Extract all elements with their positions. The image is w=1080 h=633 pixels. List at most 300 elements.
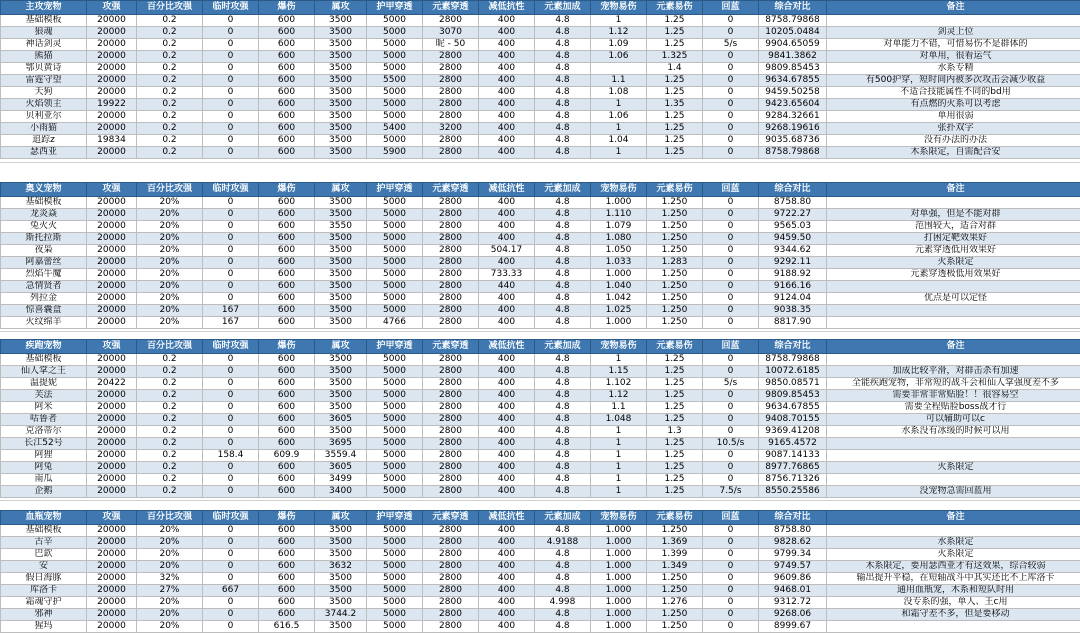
- value-cell[interactable]: [591, 63, 647, 75]
- value-cell[interactable]: 3500: [315, 621, 367, 633]
- value-cell[interactable]: 3500: [315, 549, 367, 561]
- value-cell[interactable]: 1.25: [647, 450, 703, 462]
- value-cell[interactable]: 5000: [367, 99, 423, 111]
- pet-name-cell[interactable]: 芙法: [1, 390, 87, 402]
- value-cell[interactable]: 0: [203, 39, 259, 51]
- value-cell[interactable]: 4.8: [535, 87, 591, 99]
- value-cell[interactable]: 8758.79868: [759, 354, 827, 366]
- value-cell[interactable]: 20000: [87, 621, 137, 633]
- column-header[interactable]: 回蓝: [703, 1, 759, 15]
- note-cell[interactable]: [827, 317, 1080, 329]
- column-header[interactable]: 元素加成: [535, 1, 591, 15]
- value-cell[interactable]: 0.2: [137, 450, 203, 462]
- value-cell[interactable]: 9841.3862: [759, 51, 827, 63]
- column-header[interactable]: 元素易伤: [647, 511, 703, 525]
- column-header[interactable]: 回蓝: [703, 183, 759, 197]
- value-cell[interactable]: 4.8: [535, 75, 591, 87]
- value-cell[interactable]: 3500: [315, 209, 367, 221]
- value-cell[interactable]: 1.250: [647, 245, 703, 257]
- value-cell[interactable]: 5000: [367, 233, 423, 245]
- value-cell[interactable]: 4.8: [535, 123, 591, 135]
- pet-name-cell[interactable]: 阿兔: [1, 462, 87, 474]
- note-cell[interactable]: 和霜守差不多，但是要移动: [827, 609, 1080, 621]
- value-cell[interactable]: 3500: [315, 573, 367, 585]
- value-cell[interactable]: 5000: [367, 621, 423, 633]
- value-cell[interactable]: 0: [203, 233, 259, 245]
- value-cell[interactable]: 3500: [315, 147, 367, 159]
- note-cell[interactable]: [827, 525, 1080, 537]
- value-cell[interactable]: 2800: [423, 245, 479, 257]
- value-cell[interactable]: 20000: [87, 426, 137, 438]
- value-cell[interactable]: 3500: [315, 354, 367, 366]
- value-cell[interactable]: 20%: [137, 525, 203, 537]
- value-cell[interactable]: 0: [703, 75, 759, 87]
- value-cell[interactable]: 20%: [137, 609, 203, 621]
- value-cell[interactable]: 0: [203, 414, 259, 426]
- value-cell[interactable]: 1: [591, 486, 647, 498]
- column-header[interactable]: 疾跑宠物: [1, 340, 87, 354]
- note-cell[interactable]: 范围较大，适合对群: [827, 221, 1080, 233]
- value-cell[interactable]: 0: [703, 561, 759, 573]
- value-cell[interactable]: 7.5/s: [703, 486, 759, 498]
- note-cell[interactable]: [827, 197, 1080, 209]
- value-cell[interactable]: 0: [703, 317, 759, 329]
- value-cell[interactable]: 600: [259, 378, 315, 390]
- value-cell[interactable]: 1.250: [647, 233, 703, 245]
- value-cell[interactable]: 3550: [315, 221, 367, 233]
- value-cell[interactable]: 3744.2: [315, 609, 367, 621]
- value-cell[interactable]: 2800: [423, 63, 479, 75]
- value-cell[interactable]: 20000: [87, 402, 137, 414]
- value-cell[interactable]: 0: [703, 462, 759, 474]
- pet-name-cell[interactable]: 企鹅: [1, 486, 87, 498]
- value-cell[interactable]: 9369.41208: [759, 426, 827, 438]
- note-cell[interactable]: [827, 281, 1080, 293]
- value-cell[interactable]: 0: [203, 426, 259, 438]
- value-cell[interactable]: 0.2: [137, 474, 203, 486]
- value-cell[interactable]: 4.8: [535, 305, 591, 317]
- value-cell[interactable]: 3400: [315, 486, 367, 498]
- value-cell[interactable]: 1.110: [591, 209, 647, 221]
- value-cell[interactable]: 2800: [423, 317, 479, 329]
- value-cell[interactable]: 400: [479, 123, 535, 135]
- value-cell[interactable]: 3500: [315, 75, 367, 87]
- note-cell[interactable]: 火系限定: [827, 462, 1080, 474]
- column-header[interactable]: 护甲穿透: [367, 340, 423, 354]
- column-header[interactable]: 元素穿透: [423, 183, 479, 197]
- value-cell[interactable]: 4.8: [535, 221, 591, 233]
- value-cell[interactable]: 4.8: [535, 111, 591, 123]
- value-cell[interactable]: 2800: [423, 462, 479, 474]
- value-cell[interactable]: 0: [203, 221, 259, 233]
- value-cell[interactable]: 5000: [367, 414, 423, 426]
- note-cell[interactable]: 需要全程贴脸boss战才行: [827, 402, 1080, 414]
- pet-name-cell[interactable]: 惊喜囊盒: [1, 305, 87, 317]
- value-cell[interactable]: 20000: [87, 257, 137, 269]
- value-cell[interactable]: 400: [479, 378, 535, 390]
- value-cell[interactable]: 9292.11: [759, 257, 827, 269]
- value-cell[interactable]: 1.250: [647, 293, 703, 305]
- note-cell[interactable]: 输出提升平稳，在短轴战斗中其实还比不上库洛卡: [827, 573, 1080, 585]
- value-cell[interactable]: 400: [479, 573, 535, 585]
- value-cell[interactable]: 0: [203, 354, 259, 366]
- value-cell[interactable]: 20000: [87, 354, 137, 366]
- value-cell[interactable]: 167: [203, 305, 259, 317]
- pet-name-cell[interactable]: 阿狸: [1, 450, 87, 462]
- value-cell[interactable]: 400: [479, 561, 535, 573]
- value-cell[interactable]: 20%: [137, 209, 203, 221]
- column-header[interactable]: 攻强: [87, 1, 137, 15]
- value-cell[interactable]: 1.25: [647, 474, 703, 486]
- value-cell[interactable]: 5000: [367, 366, 423, 378]
- value-cell[interactable]: 4.8: [535, 63, 591, 75]
- column-header[interactable]: 护甲穿透: [367, 183, 423, 197]
- value-cell[interactable]: 5000: [367, 39, 423, 51]
- value-cell[interactable]: 0.2: [137, 354, 203, 366]
- column-header[interactable]: 减低抗性: [479, 340, 535, 354]
- value-cell[interactable]: 1.325: [647, 51, 703, 63]
- value-cell[interactable]: 0: [703, 269, 759, 281]
- column-header[interactable]: 备注: [827, 1, 1080, 15]
- value-cell[interactable]: 3500: [315, 87, 367, 99]
- value-cell[interactable]: 3500: [315, 597, 367, 609]
- value-cell[interactable]: 20000: [87, 63, 137, 75]
- value-cell[interactable]: 20000: [87, 474, 137, 486]
- value-cell[interactable]: 5000: [367, 609, 423, 621]
- note-cell[interactable]: 有点燃的火系可以考虑: [827, 99, 1080, 111]
- value-cell[interactable]: 20000: [87, 573, 137, 585]
- column-header[interactable]: 元素易伤: [647, 183, 703, 197]
- value-cell[interactable]: 600: [259, 609, 315, 621]
- value-cell[interactable]: 4.8: [535, 585, 591, 597]
- value-cell[interactable]: 0: [203, 245, 259, 257]
- value-cell[interactable]: 5000: [367, 209, 423, 221]
- value-cell[interactable]: 5000: [367, 450, 423, 462]
- value-cell[interactable]: 4.9188: [535, 537, 591, 549]
- value-cell[interactable]: 10072.6185: [759, 366, 827, 378]
- value-cell[interactable]: 1.04: [591, 135, 647, 147]
- value-cell[interactable]: 20%: [137, 317, 203, 329]
- value-cell[interactable]: 0.2: [137, 426, 203, 438]
- column-header[interactable]: 属攻: [315, 183, 367, 197]
- value-cell[interactable]: 1.12: [591, 27, 647, 39]
- value-cell[interactable]: 20%: [137, 561, 203, 573]
- pet-name-cell[interactable]: 安: [1, 561, 87, 573]
- value-cell[interactable]: 600: [259, 438, 315, 450]
- value-cell[interactable]: 600: [259, 390, 315, 402]
- value-cell[interactable]: 4.8: [535, 317, 591, 329]
- value-cell[interactable]: 1.250: [647, 621, 703, 633]
- value-cell[interactable]: 1.06: [591, 111, 647, 123]
- value-cell[interactable]: 0.2: [137, 147, 203, 159]
- value-cell[interactable]: 5000: [367, 402, 423, 414]
- column-header[interactable]: 元素穿透: [423, 511, 479, 525]
- value-cell[interactable]: 1.1: [591, 402, 647, 414]
- pet-name-cell[interactable]: 夜枭: [1, 245, 87, 257]
- value-cell[interactable]: 1.15: [591, 366, 647, 378]
- value-cell[interactable]: 2800: [423, 573, 479, 585]
- value-cell[interactable]: 600: [259, 525, 315, 537]
- value-cell[interactable]: 0: [203, 525, 259, 537]
- value-cell[interactable]: 1.06: [591, 51, 647, 63]
- value-cell[interactable]: 9087.14133: [759, 450, 827, 462]
- value-cell[interactable]: 3500: [315, 39, 367, 51]
- value-cell[interactable]: 0.2: [137, 51, 203, 63]
- column-header[interactable]: 百分比攻强: [137, 183, 203, 197]
- value-cell[interactable]: 0: [203, 621, 259, 633]
- value-cell[interactable]: 5000: [367, 15, 423, 27]
- pet-name-cell[interactable]: 基础模板: [1, 525, 87, 537]
- value-cell[interactable]: 600: [259, 75, 315, 87]
- value-cell[interactable]: 400: [479, 63, 535, 75]
- value-cell[interactable]: 1.000: [591, 317, 647, 329]
- value-cell[interactable]: 0.2: [137, 438, 203, 450]
- value-cell[interactable]: 0.2: [137, 111, 203, 123]
- value-cell[interactable]: 0: [203, 111, 259, 123]
- value-cell[interactable]: 3500: [315, 402, 367, 414]
- value-cell[interactable]: 2800: [423, 474, 479, 486]
- value-cell[interactable]: 4.8: [535, 51, 591, 63]
- value-cell[interactable]: 5000: [367, 245, 423, 257]
- pet-name-cell[interactable]: 瑟西亚: [1, 147, 87, 159]
- note-cell[interactable]: [827, 354, 1080, 366]
- value-cell[interactable]: 5000: [367, 305, 423, 317]
- value-cell[interactable]: 1.250: [647, 305, 703, 317]
- value-cell[interactable]: 9038.35: [759, 305, 827, 317]
- value-cell[interactable]: 20000: [87, 525, 137, 537]
- column-header[interactable]: 奥义宠物: [1, 183, 87, 197]
- value-cell[interactable]: 20000: [87, 111, 137, 123]
- value-cell[interactable]: 400: [479, 233, 535, 245]
- pet-name-cell[interactable]: 列拉金: [1, 293, 87, 305]
- value-cell[interactable]: 0: [203, 609, 259, 621]
- value-cell[interactable]: 3500: [315, 366, 367, 378]
- note-cell[interactable]: 火系限定: [827, 549, 1080, 561]
- value-cell[interactable]: 616.5: [259, 621, 315, 633]
- note-cell[interactable]: 木系限定，要用瑟西亚才有这效果，综合较弱: [827, 561, 1080, 573]
- note-cell[interactable]: 对单强，但是不能对群: [827, 209, 1080, 221]
- value-cell[interactable]: 1: [591, 15, 647, 27]
- value-cell[interactable]: 3500: [315, 317, 367, 329]
- value-cell[interactable]: 1.250: [647, 585, 703, 597]
- value-cell[interactable]: 1: [591, 147, 647, 159]
- value-cell[interactable]: 10205.0484: [759, 27, 827, 39]
- value-cell[interactable]: 600: [259, 317, 315, 329]
- value-cell[interactable]: 0: [703, 135, 759, 147]
- value-cell[interactable]: 1: [591, 450, 647, 462]
- pet-name-cell[interactable]: 阿米: [1, 402, 87, 414]
- value-cell[interactable]: 0: [703, 609, 759, 621]
- value-cell[interactable]: 400: [479, 414, 535, 426]
- value-cell[interactable]: 3500: [315, 257, 367, 269]
- value-cell[interactable]: 440: [479, 281, 535, 293]
- value-cell[interactable]: 600: [259, 561, 315, 573]
- value-cell[interactable]: 0: [703, 245, 759, 257]
- value-cell[interactable]: 400: [479, 147, 535, 159]
- column-header[interactable]: 元素加成: [535, 340, 591, 354]
- pet-name-cell[interactable]: 阿嘉蕾丝: [1, 257, 87, 269]
- value-cell[interactable]: 5/s: [703, 378, 759, 390]
- value-cell[interactable]: 600: [259, 426, 315, 438]
- pet-name-cell[interactable]: 咕鲁者: [1, 414, 87, 426]
- value-cell[interactable]: 1.25: [647, 147, 703, 159]
- value-cell[interactable]: 0: [703, 585, 759, 597]
- value-cell[interactable]: 3500: [315, 390, 367, 402]
- value-cell[interactable]: 0: [203, 135, 259, 147]
- value-cell[interactable]: 4.8: [535, 39, 591, 51]
- value-cell[interactable]: 2800: [423, 585, 479, 597]
- value-cell[interactable]: 2800: [423, 426, 479, 438]
- value-cell[interactable]: 4766: [367, 317, 423, 329]
- column-header[interactable]: 爆伤: [259, 1, 315, 15]
- value-cell[interactable]: 1.250: [647, 281, 703, 293]
- value-cell[interactable]: 600: [259, 366, 315, 378]
- value-cell[interactable]: 600: [259, 147, 315, 159]
- value-cell[interactable]: 600: [259, 585, 315, 597]
- value-cell[interactable]: 4.8: [535, 486, 591, 498]
- value-cell[interactable]: 2800: [423, 87, 479, 99]
- value-cell[interactable]: 2800: [423, 269, 479, 281]
- value-cell[interactable]: 4.8: [535, 426, 591, 438]
- value-cell[interactable]: 400: [479, 486, 535, 498]
- value-cell[interactable]: 400: [479, 597, 535, 609]
- pet-name-cell[interactable]: 火焰领主: [1, 99, 87, 111]
- value-cell[interactable]: 0: [203, 147, 259, 159]
- note-cell[interactable]: 全能疾跑宠物，非常短的战斗会和仙人掌强度差不多: [827, 378, 1080, 390]
- value-cell[interactable]: 9312.72: [759, 597, 827, 609]
- value-cell[interactable]: 0: [703, 366, 759, 378]
- value-cell[interactable]: 9423.65604: [759, 99, 827, 111]
- value-cell[interactable]: 4.8: [535, 549, 591, 561]
- column-header[interactable]: 爆伤: [259, 511, 315, 525]
- value-cell[interactable]: 400: [479, 305, 535, 317]
- column-header[interactable]: 综合对比: [759, 1, 827, 15]
- value-cell[interactable]: 1.250: [647, 525, 703, 537]
- value-cell[interactable]: 600: [259, 27, 315, 39]
- value-cell[interactable]: 1.050: [591, 245, 647, 257]
- value-cell[interactable]: 9124.04: [759, 293, 827, 305]
- value-cell[interactable]: 5000: [367, 438, 423, 450]
- value-cell[interactable]: 0: [203, 573, 259, 585]
- value-cell[interactable]: 20000: [87, 269, 137, 281]
- value-cell[interactable]: 4.8: [535, 269, 591, 281]
- value-cell[interactable]: 9459.50258: [759, 87, 827, 99]
- value-cell[interactable]: 1.283: [647, 257, 703, 269]
- value-cell[interactable]: 1: [591, 474, 647, 486]
- value-cell[interactable]: 20000: [87, 15, 137, 27]
- value-cell[interactable]: 4.8: [535, 390, 591, 402]
- value-cell[interactable]: 400: [479, 474, 535, 486]
- value-cell[interactable]: 1.399: [647, 549, 703, 561]
- value-cell[interactable]: 5000: [367, 221, 423, 233]
- value-cell[interactable]: 2800: [423, 597, 479, 609]
- value-cell[interactable]: 0: [203, 51, 259, 63]
- column-header[interactable]: 百分比攻强: [137, 340, 203, 354]
- value-cell[interactable]: 600: [259, 402, 315, 414]
- value-cell[interactable]: 9284.32661: [759, 111, 827, 123]
- value-cell[interactable]: 3500: [315, 378, 367, 390]
- value-cell[interactable]: 0: [703, 281, 759, 293]
- value-cell[interactable]: 20000: [87, 305, 137, 317]
- pet-name-cell[interactable]: 猩玛: [1, 621, 87, 633]
- pet-name-cell[interactable]: 天狗: [1, 87, 87, 99]
- value-cell[interactable]: 3500: [315, 426, 367, 438]
- value-cell[interactable]: 400: [479, 525, 535, 537]
- value-cell[interactable]: 1.25: [647, 354, 703, 366]
- column-header[interactable]: 元素易伤: [647, 340, 703, 354]
- value-cell[interactable]: 1.000: [591, 561, 647, 573]
- note-cell[interactable]: [827, 450, 1080, 462]
- pet-name-cell[interactable]: 基础模板: [1, 197, 87, 209]
- value-cell[interactable]: 4.8: [535, 438, 591, 450]
- value-cell[interactable]: 3500: [315, 233, 367, 245]
- value-cell[interactable]: 20000: [87, 221, 137, 233]
- value-cell[interactable]: 9609.86: [759, 573, 827, 585]
- column-header[interactable]: 回蓝: [703, 340, 759, 354]
- value-cell[interactable]: 4.8: [535, 474, 591, 486]
- value-cell[interactable]: 600: [259, 111, 315, 123]
- value-cell[interactable]: 0: [703, 123, 759, 135]
- value-cell[interactable]: 1.250: [647, 221, 703, 233]
- value-cell[interactable]: 0.2: [137, 390, 203, 402]
- value-cell[interactable]: 20000: [87, 317, 137, 329]
- value-cell[interactable]: 400: [479, 257, 535, 269]
- value-cell[interactable]: 1.000: [591, 537, 647, 549]
- value-cell[interactable]: 0: [203, 378, 259, 390]
- value-cell[interactable]: 0: [703, 51, 759, 63]
- value-cell[interactable]: 3632: [315, 561, 367, 573]
- value-cell[interactable]: 600: [259, 197, 315, 209]
- value-cell[interactable]: 1.102: [591, 378, 647, 390]
- note-cell[interactable]: 元素穿透极低用效果好: [827, 269, 1080, 281]
- column-header[interactable]: 临时攻强: [203, 511, 259, 525]
- value-cell[interactable]: 9459.50: [759, 233, 827, 245]
- column-header[interactable]: 宠物易伤: [591, 340, 647, 354]
- value-cell[interactable]: 0: [703, 621, 759, 633]
- value-cell[interactable]: 1.048: [591, 414, 647, 426]
- value-cell[interactable]: 5000: [367, 257, 423, 269]
- value-cell[interactable]: 1.000: [591, 585, 647, 597]
- value-cell[interactable]: 1.3: [647, 426, 703, 438]
- value-cell[interactable]: 0.2: [137, 99, 203, 111]
- value-cell[interactable]: 2800: [423, 233, 479, 245]
- value-cell[interactable]: 5000: [367, 561, 423, 573]
- value-cell[interactable]: 4.8: [535, 99, 591, 111]
- value-cell[interactable]: 400: [479, 293, 535, 305]
- note-cell[interactable]: 剑灵上位: [827, 27, 1080, 39]
- note-cell[interactable]: 没宠物急需回蓝用: [827, 486, 1080, 498]
- value-cell[interactable]: 3605: [315, 462, 367, 474]
- value-cell[interactable]: 3070: [423, 27, 479, 39]
- note-cell[interactable]: 不适合技能属性不同的bd用: [827, 87, 1080, 99]
- value-cell[interactable]: 0.2: [137, 414, 203, 426]
- value-cell[interactable]: 5000: [367, 378, 423, 390]
- note-cell[interactable]: 元素穿透低用效果好: [827, 245, 1080, 257]
- value-cell[interactable]: 20000: [87, 390, 137, 402]
- value-cell[interactable]: 400: [479, 549, 535, 561]
- value-cell[interactable]: 400: [479, 585, 535, 597]
- column-header[interactable]: 属攻: [315, 340, 367, 354]
- value-cell[interactable]: 1.25: [647, 402, 703, 414]
- pet-name-cell[interactable]: 斯托拉斯: [1, 233, 87, 245]
- value-cell[interactable]: 20000: [87, 27, 137, 39]
- value-cell[interactable]: 600: [259, 233, 315, 245]
- pet-name-cell[interactable]: 急情贤者: [1, 281, 87, 293]
- value-cell[interactable]: 20000: [87, 293, 137, 305]
- value-cell[interactable]: 600: [259, 269, 315, 281]
- value-cell[interactable]: 2800: [423, 390, 479, 402]
- value-cell[interactable]: 20%: [137, 621, 203, 633]
